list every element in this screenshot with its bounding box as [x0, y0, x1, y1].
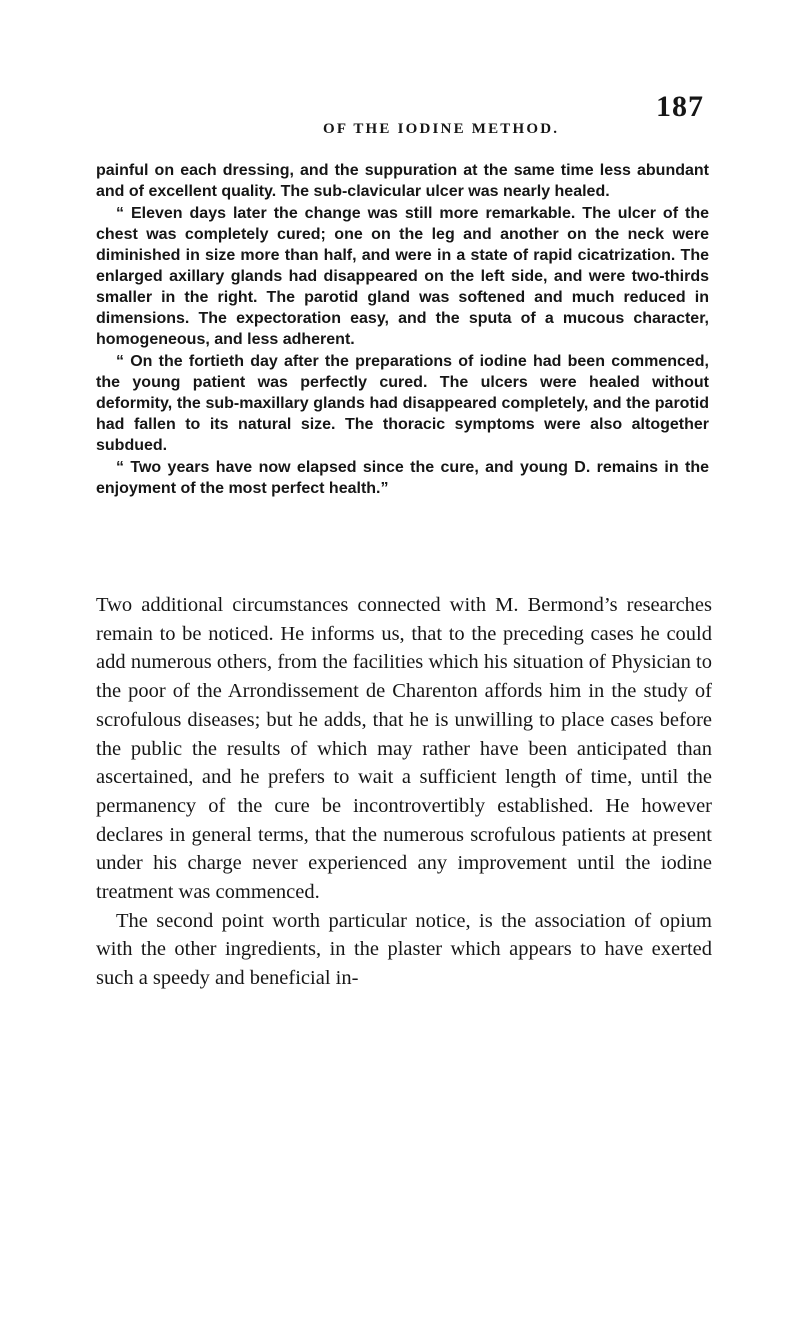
running-head — [0, 88, 800, 138]
body-paragraph-1: Two additional circumstances connected with M. Bermond’s researches remain to be noticed. He informs us, that to the preceding cases he could add numerous others, from the facilities which his situation of Physician to the poor of the Arrondissement de Charenton affords him in the study of scrofulous diseases; but he adds, that he is unwilling to place cases before the public the results of which may rather have been anticipated than ascertained, and he prefers to wait a sufficient length of time, until the permanency of the cure be incontrovertibly established. He however declares in general terms, that the numerous scrofulous patients at present under his charge never experienced any improvement until the iodine treatment was commenced. — [96, 594, 712, 904]
main-text — [96, 591, 712, 993]
quoted-case-report — [96, 160, 709, 500]
body-paragraph-2: The second point worth particular notice, is the association of opium with the other ingredients, in the plaster which appears to have exerted such a speedy and beneficial in- — [96, 909, 712, 990]
page-number: 187 — [656, 90, 704, 123]
running-title: OF THE IODINE METHOD. — [323, 121, 560, 137]
quote-paragraph-3: “ On the fortieth day after the preparations of iodine had been commenced, the young patient was perfectly cured. The ulcers were healed without deformity, the sub-maxillary glands had disappeared completely, and the parotid had fallen to its natural size. The thoracic symptoms were also altogether subdued. — [96, 353, 709, 454]
quote-paragraph-1: painful on each dressing, and the suppuration at the same time less abundant and of excellent quality. The sub-clavicular ulcer was nearly healed. — [96, 162, 709, 200]
quote-paragraph-2: “ Eleven days later the change was still more remarkable. The ulcer of the chest was completely cured; one on the leg and another on the neck were diminished in size more than half, and were in a state of rapid cicatrization. The enlarged axillary glands had disappeared on the left side, and were two-thirds smaller in the right. The parotid gland was softened and much reduced in dimensions. The expectoration easy, and the sputa of a mucous character, homogeneous, and less adherent. — [96, 205, 709, 348]
quote-paragraph-4: “ Two years have now elapsed since the cure, and young D. remains in the enjoyment of the most perfect health.” — [96, 459, 709, 497]
